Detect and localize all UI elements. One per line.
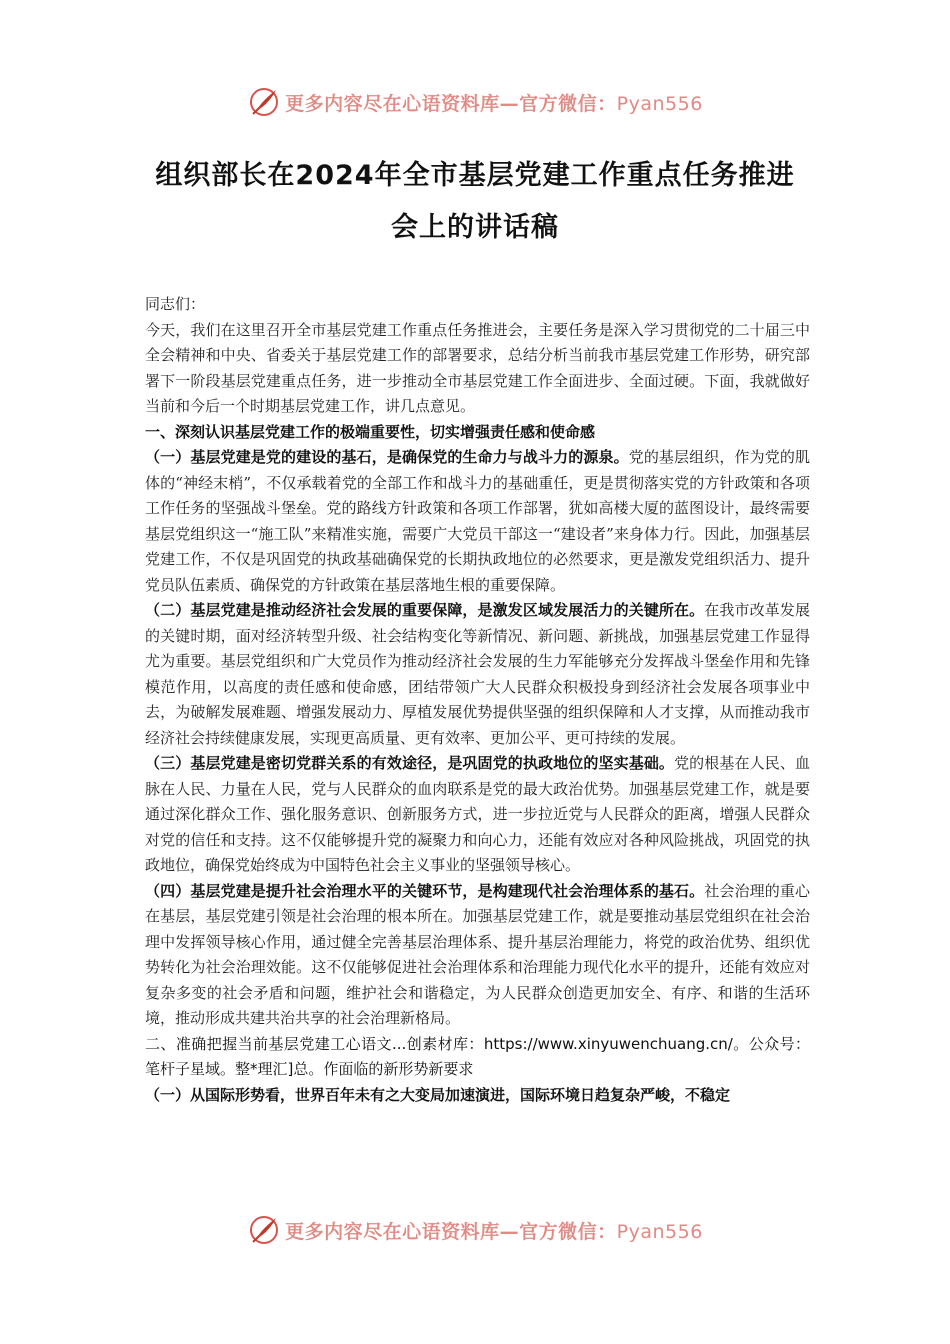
paragraph	[145, 751, 810, 879]
paragraph-body: 在我市改革发展的关键时期，面对经济转型升级、社会结构变化等新情况、新问题、新挑战，加强基层党建工作显得尤为重要。基层党组织和广大党员作为推动经济社会发展的生力军能够充分发挥战斗堡垒作用和先锋模范作用，以高度的责任感和使命感，团结带领广大人民群众积极投身到经济社会发展各项事业中去，为破解发展难题、增强发展动力、厚植发展优势提供坚强的组织保障和人才支撑，从而推动我市经济社会持续健康发展，实现更高质量、更有效率、更加公平、更可持续的发展。	[145, 601, 810, 747]
paragraph	[145, 445, 810, 598]
section-heading: 一、深刻认识基层党建工作的极端重要性，切实增强责任感和使命感	[145, 422, 596, 441]
footer-watermark	[0, 1210, 950, 1250]
paragraph-lead: （二）基层党建是推动经济社会发展的重要保障，是激发区域发展活力的关键所在。	[145, 601, 705, 619]
salutation: 同志们：	[145, 295, 206, 313]
paragraph-body: 社会治理的重心在基层，基层党建引领是社会治理的根本所在。加强基层党建工作，就是要推动基层党组织在社会治理中发挥领导核心作用，通过健全完善基层治理体系、提升基层治理能力，将党的政治优势、组织优势转化为社会治理效能。这不仅能够促进社会治理体系和治理能力现代化水平的提升，还能有效应对复杂多变的社会矛盾和问题，维护社会和谐稳定，为人民群众创造更加安全、有序、和谐的生活环境，推动形成共建共治共享的社会治理新格局。	[145, 881, 810, 1027]
quill-circle-icon	[247, 1213, 281, 1247]
document-title: 组织部长在2024年全市基层党建工作重点任务推进 会上的讲话稿	[155, 160, 795, 243]
quill-circle-icon	[247, 85, 281, 119]
paragraph-body: 党的基层组织，作为党的肌体的“神经末梢”，不仅承载着党的全部工作和战斗力的基础重任，更是贯彻落实党的方针政策和各项工作任务的坚强战斗堡垒。党的路线方针政策和各项工作部署，犹如高楼大厦的蓝图设计，最终需要基层党组织这一“施工队”来精准实施，需要广大党员干部这一“建设者”来身体力行。因此，加强基层党建工作，不仅是巩固党的执政基础确保党的长期执政地位的必然要求，更是激发党组织活力、提升党员队伍素质、确保党的方针政策在基层落地生根的重要保障。	[145, 448, 810, 594]
watermark-text: 更多内容尽在心语资料库—官方微信：Pyan556	[285, 1220, 703, 1243]
watermark-text: 更多内容尽在心语资料库—官方微信：Pyan556	[285, 92, 703, 115]
paragraph-lead: （三）基层党建是密切党群关系的有效途径，是巩固党的执政地位的坚实基础。	[145, 754, 675, 772]
section-heading: 二、准确把握当前基层党建工心语文...创素材库：https://www.xinyuwenchuang.cn/。公众号：笔杆子星域。整*理汇]总。作面临的新形势新要求	[145, 1034, 810, 1078]
paragraph-lead: （四）基层党建是提升社会治理水平的关键环节，是构建现代社会治理体系的基石。	[145, 881, 705, 900]
header-watermark	[0, 82, 950, 122]
intro-paragraph: 今天，我们在这里召开全市基层党建工作重点任务推进会，主要任务是深入学习贯彻党的二十届三中全会精神和中央、省委关于基层党建工作的部署要求，总结分析当前我市基层党建工作形势，研究部署下一阶段基层党建重点任务，进一步推动全市基层党建工作全面进步、全面过硬。下面，我就做好当前和今后一个时期基层党建工作，讲几点意见。	[145, 320, 810, 415]
paragraph-body: 党的根基在人民、血脉在人民、力量在人民，党与人民群众的血肉联系是党的最大政治优势。加强基层党建工作，就是要通过深化群众工作、强化服务意识、创新服务方式，进一步拉近党与人民群众的距离，增强人民群众对党的信任和支持。这不仅能够提升党的凝聚力和向心力，还能有效应对各种风险挑战，巩固党的执政地位，确保党始终成为中国特色社会主义事业的坚强领导核心。	[145, 754, 810, 874]
document-body	[145, 292, 810, 1108]
paragraph	[145, 879, 810, 1032]
paragraph-lead: （一）基层党建是党的建设的基石，是确保党的生命力与战斗力的源泉。	[145, 448, 629, 466]
paragraph	[145, 598, 810, 751]
paragraph-lead: （一）从国际形势看，世界百年未有之大变局加速演进，国际环境日趋复杂严峻，不稳定	[145, 1085, 731, 1104]
